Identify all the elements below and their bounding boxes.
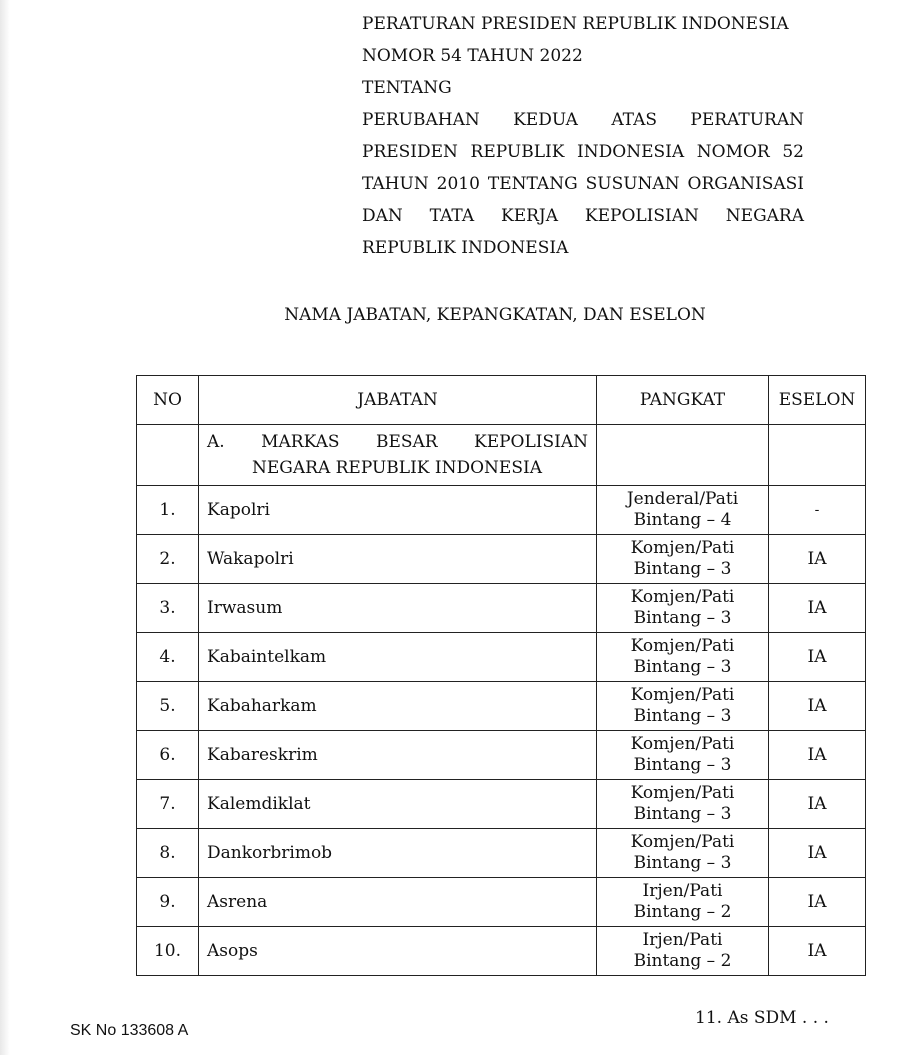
header-line-2: NOMOR 54 TAHUN 2022	[362, 46, 583, 66]
continuation-note: 11. As SDM . . .	[695, 1008, 829, 1028]
row-eselon: IA	[769, 878, 866, 927]
row-pangkat-line-1: Irjen/Pati	[642, 930, 723, 950]
table-row	[137, 731, 866, 780]
row-no: 2.	[137, 535, 199, 584]
row-pangkat	[597, 780, 769, 829]
header-line-7: DAN TATA KERJA KEPOLISIAN NEGARA	[362, 206, 804, 226]
table-row	[137, 633, 866, 682]
row-no: 6.	[137, 731, 199, 780]
row-pangkat-line-2: Bintang – 4	[633, 510, 732, 530]
row-eselon: IA	[769, 927, 866, 976]
row-eselon: IA	[769, 829, 866, 878]
table-row	[137, 486, 866, 535]
header-pangkat: PANGKAT	[597, 376, 769, 425]
header-no: NO	[137, 376, 199, 425]
section-no-cell	[137, 425, 199, 486]
row-pangkat-line-1: Komjen/Pati	[630, 734, 735, 754]
position-table	[136, 375, 866, 976]
row-pangkat-line-1: Jenderal/Pati	[626, 489, 739, 509]
row-jabatan: Kabareskrim	[199, 731, 597, 780]
row-no: 4.	[137, 633, 199, 682]
row-pangkat	[597, 927, 769, 976]
header-line-4: PERUBAHAN KEDUA ATAS PERATURAN	[362, 110, 804, 130]
row-no: 8.	[137, 829, 199, 878]
row-pangkat	[597, 633, 769, 682]
page-edge-shadow	[0, 0, 10, 1055]
section-pangkat-cell	[597, 425, 769, 486]
row-eselon: -	[769, 486, 866, 535]
document-title: NAMA JABATAN, KEPANGKATAN, DAN ESELON	[284, 305, 706, 325]
row-pangkat-line-2: Bintang – 2	[633, 902, 732, 922]
row-pangkat-line-1: Komjen/Pati	[630, 587, 735, 607]
header-line-8: REPUBLIK INDONESIA	[362, 238, 569, 258]
row-pangkat-line-2: Bintang – 3	[633, 657, 732, 677]
row-pangkat	[597, 878, 769, 927]
row-pangkat	[597, 682, 769, 731]
header-line-5: PRESIDEN REPUBLIK INDONESIA NOMOR 52	[362, 142, 804, 162]
row-jabatan: Dankorbrimob	[199, 829, 597, 878]
row-pangkat	[597, 731, 769, 780]
row-pangkat-line-2: Bintang – 3	[633, 804, 732, 824]
row-eselon: IA	[769, 535, 866, 584]
section-eselon-cell	[769, 425, 866, 486]
table-row	[137, 780, 866, 829]
row-pangkat	[597, 486, 769, 535]
section-title-line-1: A. MARKAS BESAR KEPOLISIAN	[207, 432, 588, 452]
row-pangkat-line-1: Komjen/Pati	[630, 783, 735, 803]
row-pangkat-line-1: Komjen/Pati	[630, 636, 735, 656]
row-no: 10.	[137, 927, 199, 976]
row-jabatan: Wakapolri	[199, 535, 597, 584]
row-pangkat	[597, 829, 769, 878]
row-eselon: IA	[769, 584, 866, 633]
row-no: 9.	[137, 878, 199, 927]
row-jabatan: Kabaintelkam	[199, 633, 597, 682]
header-line-6: TAHUN 2010 TENTANG SUSUNAN ORGANISASI	[362, 174, 804, 194]
row-pangkat-line-1: Komjen/Pati	[630, 538, 735, 558]
table-header-row	[137, 376, 866, 425]
row-pangkat-line-2: Bintang – 3	[633, 706, 732, 726]
row-eselon: IA	[769, 731, 866, 780]
row-pangkat-line-2: Bintang – 3	[633, 755, 732, 775]
row-eselon: IA	[769, 780, 866, 829]
table-row	[137, 682, 866, 731]
row-jabatan: Kabaharkam	[199, 682, 597, 731]
header-line-3: TENTANG	[362, 78, 452, 98]
sk-number: SK No 133608 A	[70, 1022, 189, 1039]
table-row	[137, 584, 866, 633]
row-pangkat	[597, 535, 769, 584]
row-no: 1.	[137, 486, 199, 535]
row-jabatan: Kalemdiklat	[199, 780, 597, 829]
regulation-header	[362, 8, 804, 264]
row-pangkat-line-2: Bintang – 2	[633, 951, 732, 971]
section-title-cell	[199, 425, 597, 486]
table-row	[137, 878, 866, 927]
header-jabatan: JABATAN	[199, 376, 597, 425]
row-pangkat-line-2: Bintang – 3	[633, 608, 732, 628]
row-eselon: IA	[769, 633, 866, 682]
row-no: 5.	[137, 682, 199, 731]
row-pangkat-line-1: Komjen/Pati	[630, 832, 735, 852]
row-no: 3.	[137, 584, 199, 633]
section-row	[137, 425, 866, 486]
row-pangkat-line-1: Komjen/Pati	[630, 685, 735, 705]
header-eselon: ESELON	[769, 376, 866, 425]
row-pangkat-line-1: Irjen/Pati	[642, 881, 723, 901]
table-row	[137, 535, 866, 584]
section-title-line-2: NEGARA REPUBLIK INDONESIA	[252, 458, 542, 478]
table-row	[137, 829, 866, 878]
row-no: 7.	[137, 780, 199, 829]
row-jabatan: Irwasum	[199, 584, 597, 633]
row-jabatan: Kapolri	[199, 486, 597, 535]
row-jabatan: Asops	[199, 927, 597, 976]
row-pangkat	[597, 584, 769, 633]
row-pangkat-line-2: Bintang – 3	[633, 853, 732, 873]
row-pangkat-line-2: Bintang – 3	[633, 559, 732, 579]
row-jabatan: Asrena	[199, 878, 597, 927]
header-line-1: PERATURAN PRESIDEN REPUBLIK INDONESIA	[362, 14, 789, 34]
table-row	[137, 927, 866, 976]
row-eselon: IA	[769, 682, 866, 731]
